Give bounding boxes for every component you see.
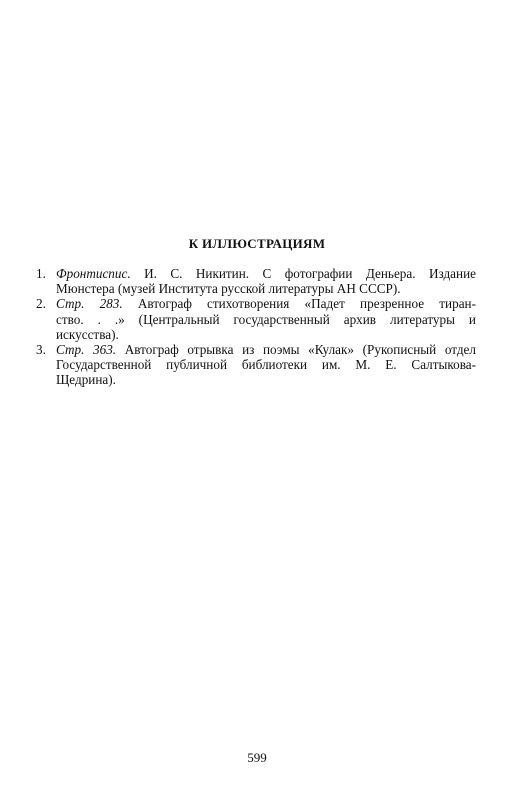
list-item — [36, 266, 476, 296]
item-number: 2. — [36, 296, 46, 312]
item-line: Государственной публичной библиотеки им. М. Е. Салтыкова- — [56, 357, 476, 373]
item-label: Стр. 363. — [56, 342, 117, 358]
item-line — [56, 342, 476, 357]
illustrations-list — [36, 266, 476, 388]
item-label: Стр. 283. — [56, 296, 123, 312]
list-item — [36, 342, 476, 388]
item-line-text: И. С. Никитин. С фотографии Деньера. Издание — [130, 266, 476, 281]
item-line: искусства). — [56, 326, 119, 342]
item-label: Фронтиспис. — [56, 266, 131, 281]
item-line — [56, 296, 476, 311]
item-text — [56, 266, 476, 296]
item-line — [56, 266, 476, 281]
item-number: 1. — [36, 266, 46, 281]
item-line: Мюнстера (музей Института русской литературы АН СССР). — [56, 281, 401, 297]
item-line: ство. . .» (Центральный государственный архив литературы и — [56, 311, 476, 327]
item-number: 3. — [36, 342, 46, 358]
page-number: 599 — [247, 750, 267, 765]
item-line-text: Автограф отрывка из поэмы «Кулак» (Рукописный отдел — [116, 342, 476, 358]
item-text — [56, 296, 476, 342]
item-line-text: Автограф стихотворения «Падет презренное тиран- — [122, 296, 476, 312]
list-item — [36, 296, 476, 342]
item-text — [56, 342, 476, 388]
section-heading: К ИЛЛЮСТРАЦИЯМ — [188, 236, 326, 251]
item-line: Щедрина). — [56, 372, 116, 388]
